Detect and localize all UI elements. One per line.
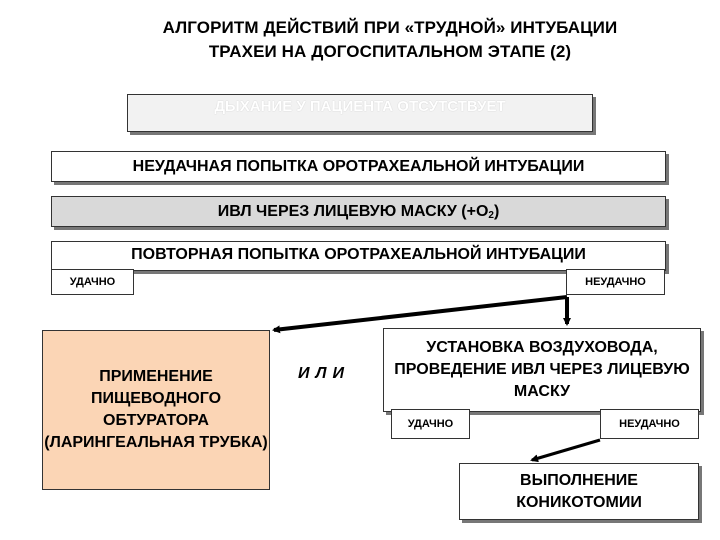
- label-failure-1: НЕУДАЧНО: [566, 269, 665, 295]
- step-mask-ventilation-text: [218, 203, 500, 221]
- step-conicotomy: [459, 463, 699, 520]
- step-repeat-attempt: [51, 241, 666, 271]
- step-mask-ventilation: [51, 196, 666, 227]
- step-airway: [383, 328, 701, 412]
- arrow-to-obturator: [274, 297, 567, 330]
- mask-ventilation-end: ): [493, 202, 500, 220]
- step-failed-attempt-text: НЕУДАЧНАЯ ПОПЫТКА ОРОТРАХЕАЛЬНОЙ ИНТУБАЦИИ: [132, 157, 585, 175]
- step-no-breathing: [127, 94, 593, 132]
- label-success-2: УДАЧНО: [391, 409, 470, 439]
- step-conicotomy-text: ВЫПОЛНЕНИЕ КОНИКОТОМИИ: [516, 471, 642, 511]
- title-line-2: ТРАХЕИ НА ДОГОСПИТАЛЬНОМ ЭТАПЕ (2): [208, 42, 572, 61]
- mask-ventilation-sub: 2: [488, 209, 494, 221]
- or-label: ИЛИ: [297, 365, 350, 382]
- step-airway-text: УСТАНОВКА ВОЗДУХОВОДА, ПРОВЕДЕНИЕ ИВЛ ЧЕРЕЗ ЛИЦЕВУЮ МАСКУ: [394, 339, 690, 400]
- step-failed-attempt: [51, 151, 666, 182]
- arrow-to-conicotomy: [532, 440, 600, 460]
- step-obturator-text: ПРИМЕНЕНИЕ ПИЩЕВОДНОГО ОБТУРАТОРА (ЛАРИНГЕАЛЬНАЯ ТРУБКА): [44, 368, 268, 451]
- mask-ventilation-main: ИВЛ ЧЕРЕЗ ЛИЦЕВУЮ МАСКУ (+O: [217, 202, 489, 220]
- title-line-1: АЛГОРИТМ ДЕЙСТВИЙ ПРИ «ТРУДНОЙ» ИНТУБАЦИИ: [162, 18, 618, 37]
- step-obturator: [42, 330, 270, 490]
- label-failure-2: НЕУДАЧНО: [600, 409, 699, 439]
- label-success-1: УДАЧНО: [51, 269, 134, 295]
- step-no-breathing-text: ДЫХАНИЕ У ПАЦИЕНТА ОТСУТСТВУЕТ: [214, 98, 506, 115]
- step-repeat-attempt-text: ПОВТОРНАЯ ПОПЫТКА ОРОТРАХЕАЛЬНОЙ ИНТУБАЦИИ: [131, 246, 586, 263]
